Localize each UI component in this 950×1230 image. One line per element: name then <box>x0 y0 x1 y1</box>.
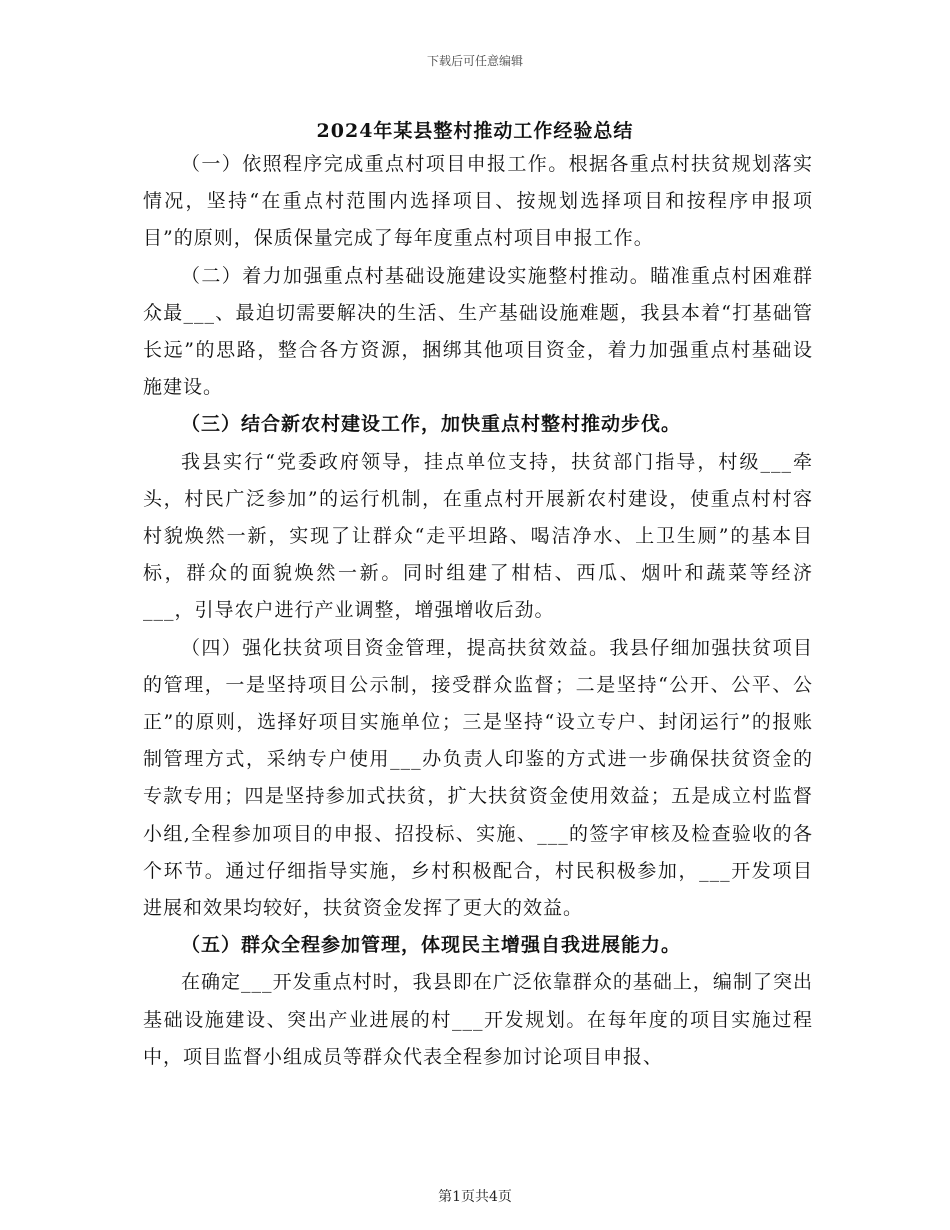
paragraph-1: （一）依照程序完成重点村项目申报工作。根据各重点村扶贫规划落实情况，坚持“在重点村范围内选择项目、按规划选择项目和按程序申报项目”的原则，保质保量完成了每年度重点村项目申报工作。 <box>143 153 813 250</box>
header-note: 下载后可任意编辑 <box>426 54 523 68</box>
section-heading-5: （五）群众全程参加管理，体现民主增强自我进展能力。 <box>181 934 682 957</box>
paragraph-2: （二）着力加强重点村基础设施建设实施整村推动。瞄准重点村困难群众最___、最迫切需要解决的生活、生产基础设施难题，我县本着“打基础管长远”的思路，整合各方资源，捆绑其他项目资金，着力加强重点村基础设施建设。 <box>143 264 813 399</box>
paragraph-3: 我县实行“党委政府领导，挂点单位支持，扶贫部门指导，村级___牵头，村民广泛参加”的运行机制，在重点村开展新农村建设，使重点村村容村貌焕然一新，实现了让群众“走平坦路、喝洁净水、上卫生厕”的基本目标，群众的面貌焕然一新。同时组建了柑桔、西瓜、烟叶和蔬菜等经济___，引导农户进行产业调整，增强增收后劲。 <box>143 450 813 622</box>
page-footer: 第1页共4页 <box>438 1189 512 1205</box>
section-heading-3: （三）结合新农村建设工作，加快重点村整村推动步伐。 <box>181 413 682 436</box>
paragraph-4: （四）强化扶贫项目资金管理，提高扶贫效益。我县仔细加强扶贫项目的管理，一是坚持项目公示制，接受群众监督；二是坚持“公开、公平、公正”的原则，选择好项目实施单位；三是坚持“设立专户、封闭运行”的报账制管理方式，采纳专户使用___办负责人印鉴的方式进一步确保扶贫资金的专款专用；四是坚持参加式扶贫，扩大扶贫资金使用效益；五是成立村监督小组,全程参加项目的申报、招投标、实施、___的签字审核及检查验收的各个环节。通过仔细指导实施，乡村积极配合，村民积极参加，___开发项目进展和效果均较好，扶贫资金发挥了更大的效益。 <box>143 636 813 920</box>
document-title: 2024年某县整村推动工作经验总结 <box>316 120 634 142</box>
document-body <box>143 146 813 1076</box>
paragraph-5: 在确定___开发重点村时，我县即在广泛依靠群众的基础上，编制了突出基础设施建设、突出产业进展的村___开发规划。在每年度的项目实施过程中，项目监督小组成员等群众代表全程参加讨论项目申报、 <box>143 971 813 1068</box>
